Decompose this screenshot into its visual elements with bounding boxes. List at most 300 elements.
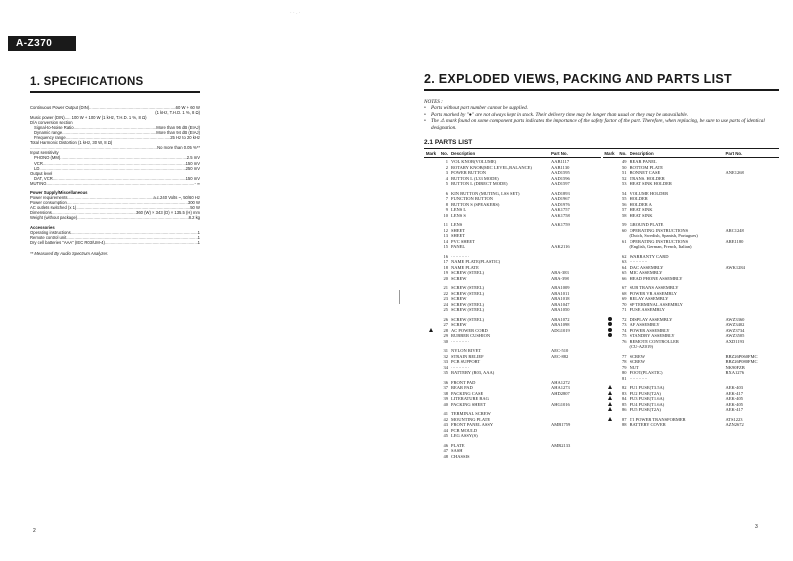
part-number-index: 72 — [622, 316, 627, 322]
part-code: AEK-403 — [725, 385, 743, 391]
spec-value: More than 94 dB (EIAJ) — [156, 129, 200, 135]
part-description: ············ — [629, 375, 648, 381]
part-description: PCB MOULD — [451, 427, 478, 433]
spec-label: PHONO (MM) — [34, 155, 61, 161]
spec-value: 60 W + 60 W — [175, 104, 200, 110]
notes-list — [424, 105, 779, 131]
part-number-index: 84 — [622, 396, 627, 402]
page-number-left: 2 — [33, 528, 36, 534]
part-description: BATTERY COVER — [629, 422, 666, 428]
part-number-index: 52 — [622, 175, 627, 181]
spec-row — [30, 105, 200, 110]
part-description-continued: (Dutch, Swedish, Spanish, Portugues) — [629, 233, 698, 239]
header-mark: Mark — [604, 151, 615, 157]
spec-row — [30, 215, 200, 220]
header-no: No. — [619, 151, 627, 157]
part-code: ABA1098 — [551, 322, 570, 328]
parts-title-rule — [424, 89, 779, 91]
spec-label: Dynamic range — [34, 129, 63, 135]
part-description: DISPLAY ASSEMBLY — [629, 316, 673, 322]
note-text: Parts marked by "●" are not always kept in stock. Their delivery time may be longer than usual or they may be unavailable. — [431, 111, 689, 118]
part-code — [726, 307, 774, 313]
parts-column-1 — [424, 151, 601, 459]
spec-row — [30, 181, 200, 186]
part-description: SP TERMINAL ASSEMBLY — [629, 301, 683, 307]
part-code: ARC1248 — [725, 227, 744, 233]
part-number-index: 80 — [622, 370, 627, 376]
notes-block — [424, 99, 779, 132]
part-code: AWZ3734 — [725, 327, 745, 333]
spec-value: 2.5 mV — [186, 155, 200, 161]
misc-rows — [30, 195, 200, 220]
part-number-index: 19 — [443, 270, 448, 276]
part-mark — [424, 339, 438, 345]
part-description: HEAD PHONE ASSEMBLY — [629, 275, 683, 281]
part-code — [726, 213, 774, 219]
part-mark — [424, 454, 438, 460]
parts-list-title: 2.1 PARTS LIST — [424, 139, 473, 147]
part-number-index: 68 — [622, 290, 627, 296]
part-description: HEAT SINK — [629, 207, 653, 213]
part-number-index: 11 — [443, 222, 448, 228]
part-number-index: 36 — [443, 379, 448, 385]
spec-value: 300 W — [187, 200, 200, 206]
part-number-index: 39 — [443, 396, 448, 402]
specifications-page — [30, 76, 200, 256]
part-description: SASH — [451, 448, 463, 454]
part-code: ABA1009 — [551, 285, 570, 291]
part-description: ROTARY KNOB(MIC LEVEL,BALANCE) — [451, 164, 532, 170]
part-number-index: 10 — [443, 212, 448, 218]
spec-label: Music power (DIN)..... 100 W + 100 W (1 kHz, T.H.D. 1 %, 8 Ω) — [30, 114, 147, 120]
parts-column-2 — [603, 151, 780, 459]
part-number-index: 13 — [443, 233, 448, 239]
parts-row — [603, 276, 780, 282]
part-description: MOUNTING PLATE — [451, 416, 491, 422]
part-description: AF ASSEMBLY — [629, 322, 660, 328]
parts-row — [603, 213, 780, 219]
part-number-index: 29 — [443, 333, 448, 339]
part-number-index: 73 — [622, 322, 627, 328]
part-code: ABA-398 — [551, 275, 569, 281]
spec-label: VCR — [34, 160, 43, 166]
spec-value: 150 mV — [185, 160, 200, 166]
part-number-index: 78 — [622, 359, 627, 365]
part-number-index: 87 — [622, 416, 627, 422]
spec-value: 1 — [197, 239, 200, 245]
part-description: LENS S — [451, 212, 466, 218]
spec-leader — [39, 166, 185, 171]
note-item — [424, 105, 779, 112]
part-description: FRONT PAD — [451, 379, 476, 385]
part-number-index: 20 — [443, 275, 448, 281]
part-number-index: 17 — [443, 259, 448, 265]
spec-label: Remote control unit — [30, 234, 67, 240]
part-code: AAK2116 — [551, 244, 570, 250]
spec-label: Signal-to-Noise Ratio — [34, 124, 74, 130]
spec-label: Input sensitivity — [30, 150, 59, 156]
spec-label: Dimensions — [30, 210, 52, 216]
spec-label: MUTING — [30, 180, 47, 186]
parts-row — [603, 422, 780, 428]
parts-row — [424, 213, 601, 219]
part-code: ADG1019 — [551, 327, 570, 333]
spec-footnote: ** Measured By Audio Spectrum Analyzer. — [30, 250, 109, 256]
spec-label: Power requirements — [30, 195, 68, 201]
part-code — [726, 181, 774, 187]
part-description: TRANS. HOLDER — [629, 175, 665, 181]
part-description: HOLDER — [629, 196, 648, 202]
specifications-title: 1. SPECIFICATIONS — [30, 76, 144, 88]
part-mark — [603, 422, 617, 428]
part-description: BONNET CASE — [629, 170, 661, 176]
spec-label: Power consumption — [30, 200, 67, 206]
part-code: ABA1018 — [551, 296, 570, 302]
header-part-no: Part No. — [551, 151, 568, 157]
part-description: BUTTON S (SPEAKERS) — [451, 201, 500, 207]
part-number-index: 33 — [443, 359, 448, 365]
part-number-index: 71 — [622, 307, 627, 313]
header-mark: Mark — [425, 151, 437, 157]
part-description-continued: (English, German, French, Italian) — [629, 244, 692, 250]
part-code: AEC-510 — [551, 348, 569, 354]
part-mark — [603, 213, 617, 219]
part-description: FU3 FUSE(T1.6A) — [629, 396, 665, 402]
part-number-index: 7 — [445, 196, 448, 202]
part-code: AHA1273 — [551, 385, 570, 391]
part-mark — [424, 244, 438, 250]
part-number-index: 88 — [622, 422, 627, 428]
part-number-index: 75 — [622, 333, 627, 339]
spec-value: More than 96 dB (EIAJ) — [156, 124, 200, 130]
parts-page — [424, 72, 779, 459]
part-description: ············ — [629, 259, 648, 265]
part-number-index: 25 — [443, 307, 448, 313]
safety-warning-icon — [608, 391, 612, 395]
parts-title: 2. EXPLODED VIEWS, PACKING AND PARTS LIST — [424, 72, 732, 86]
part-number-index: 70 — [622, 301, 627, 307]
parts-row — [424, 370, 601, 376]
spec-leader — [47, 181, 195, 186]
bullet-icon: • — [424, 118, 426, 125]
part-description: NAME PLATE(PLASTIC) — [451, 259, 501, 265]
spec-value: 50 W — [190, 205, 200, 211]
part-description: NYLON RIVET — [451, 348, 482, 354]
part-number-index: 65 — [622, 270, 627, 276]
spec-label: Continuous Power Output (DIN) — [30, 104, 90, 110]
part-code: AWK1284 — [725, 264, 745, 270]
spec-leader — [77, 215, 188, 220]
not-in-stock-icon — [608, 317, 612, 321]
part-number-index: 22 — [443, 290, 448, 296]
part-number-index: 66 — [622, 275, 627, 281]
part-description: HOLDER A — [629, 201, 652, 207]
part-description: ············ — [451, 253, 469, 259]
spec-label: Operating instructions — [30, 229, 71, 235]
part-number-index: 58 — [622, 212, 627, 218]
part-number-index: 49 — [622, 159, 627, 165]
part-mark — [424, 276, 438, 282]
part-description: POWER BUTTON — [451, 170, 487, 176]
part-description: FUSE ASSEMBLY — [629, 307, 665, 313]
part-code: AHD2807 — [551, 390, 570, 396]
part-code: ARE1180 — [725, 238, 744, 244]
part-code — [551, 433, 599, 439]
part-code: AXD1193 — [725, 338, 745, 344]
part-code: AWZ3360 — [725, 316, 745, 322]
part-mark — [424, 307, 438, 313]
parts-header-2 — [603, 151, 780, 158]
part-number-index: 38 — [443, 390, 448, 396]
part-number-index: 61 — [622, 238, 627, 244]
accessories-rows — [30, 230, 200, 245]
part-number-index: 85 — [622, 401, 627, 407]
part-code — [551, 339, 599, 345]
part-code: RXA1276 — [725, 370, 745, 376]
spec-value: 8.2 kg — [188, 215, 200, 221]
part-number-index: 6 — [445, 190, 448, 196]
part-description: FU1 FUSE(T3.5A) — [629, 385, 665, 391]
part-code: AWZ3402 — [725, 322, 745, 328]
part-number-index: 40 — [443, 401, 448, 407]
part-code: ATS1223 — [725, 416, 743, 422]
part-description: SCREW (STEEL) — [451, 301, 485, 307]
part-description: LEG ASSY(S) — [451, 433, 478, 439]
parts-header-1 — [424, 151, 601, 158]
spec-label: LD — [34, 165, 40, 171]
not-in-stock-icon — [608, 328, 612, 332]
part-description: REAR PANEL — [629, 159, 657, 165]
part-description: BATTERY (R03, AAA) — [451, 370, 495, 376]
part-mark — [424, 402, 438, 408]
part-code: BBZ26P060FMC — [725, 353, 758, 359]
spec-rows — [30, 105, 200, 187]
part-code: AZN2672 — [725, 422, 744, 428]
part-description: LENS — [451, 222, 463, 228]
safety-warning-icon — [608, 385, 612, 389]
spec-value: No more than 0.05 %** — [157, 145, 200, 151]
part-description: ············ — [451, 364, 469, 370]
part-description: HEAT SINK HOLDER — [629, 181, 672, 187]
part-number-index: 56 — [622, 201, 627, 207]
safety-warning-icon — [608, 396, 612, 400]
part-description: ············ — [451, 338, 469, 344]
part-code: AAD1597 — [551, 181, 570, 187]
part-number-index: 24 — [443, 301, 448, 307]
part-code: AHG1016 — [551, 401, 570, 407]
part-number-index: 32 — [443, 353, 448, 359]
part-code: AAB1130 — [551, 164, 570, 170]
part-number-index: 53 — [622, 181, 627, 187]
spec-label: Dry cell batteries "AAA" (IEC R03/UM-4) — [30, 239, 105, 245]
parts-row — [603, 181, 780, 187]
part-description: RUBBER CUSHION — [451, 333, 491, 339]
part-code — [551, 370, 599, 376]
part-number-index: 12 — [443, 227, 448, 233]
part-number-index: 64 — [622, 264, 627, 270]
part-description: POWER ASSEMBLY — [629, 327, 670, 333]
part-mark — [424, 213, 438, 219]
part-number-index: 23 — [443, 296, 448, 302]
part-number-index: 59 — [622, 222, 627, 228]
part-number-index: 18 — [443, 264, 448, 270]
part-number-index: 3 — [445, 170, 448, 176]
part-description: REMOTE CONTROLLER — [629, 338, 679, 344]
header-no: No. — [440, 151, 448, 157]
header-description: Description — [451, 151, 476, 157]
parts-row — [424, 454, 601, 460]
part-code: ABA1072 — [551, 316, 570, 322]
part-code: ABA1011 — [551, 290, 570, 296]
part-description: REAR PAD — [451, 385, 473, 391]
part-number-index: 21 — [443, 285, 448, 291]
part-code: AEK-405 — [725, 396, 743, 402]
part-number-index: 37 — [443, 385, 448, 391]
part-description: BOTTOM PLATE — [629, 164, 664, 170]
part-description: LITERATURE BAG — [451, 396, 489, 402]
part-description: FU2 FUSE(T2A) — [629, 390, 661, 396]
part-description: SCREW (STEEL) — [451, 285, 485, 291]
part-description: CHASSIS — [451, 453, 470, 459]
header-description: Description — [629, 151, 654, 157]
part-code: AMB1759 — [551, 422, 571, 428]
part-description: KIN BUTTON (MUTING, LSS SET) — [451, 190, 520, 196]
part-number-index: 81 — [622, 375, 627, 381]
part-mark — [603, 407, 617, 413]
bullet-icon: • — [424, 105, 426, 112]
part-description: SCREW (STEEL) — [451, 290, 485, 296]
part-description: T1 POWER TRANSFORMER — [629, 416, 686, 422]
spec-row — [30, 240, 200, 245]
part-description: SCREW — [629, 353, 646, 359]
part-code: AAB1117 — [551, 159, 570, 165]
part-number-index: 47 — [443, 448, 448, 454]
part-number-index: 46 — [443, 442, 448, 448]
part-description: VOL KNOB(VOLUME) — [451, 159, 497, 165]
part-description: DAC ASSEMBLY — [629, 264, 664, 270]
part-number-index: 74 — [622, 327, 627, 333]
part-description: LENS L — [451, 207, 467, 213]
spec-value: 25 Hz to 20 kHz — [170, 135, 200, 141]
spec-row — [30, 166, 200, 171]
part-number-index: 67 — [622, 285, 627, 291]
part-description: AC POWER CORD — [451, 327, 488, 333]
part-description: STRAIN RELIEF — [451, 353, 484, 359]
part-number-index: 48 — [443, 453, 448, 459]
parts-row — [424, 181, 601, 187]
part-mark — [424, 181, 438, 187]
spec-label: AC outlets switched (x 1) — [30, 205, 77, 211]
part-number-index: 5 — [445, 181, 448, 187]
part-code: AAD1967 — [551, 196, 570, 202]
part-number-index: 9 — [445, 207, 448, 213]
part-description: BUTTON L (L33 MODE) — [451, 175, 499, 181]
part-description: SUB TRANS ASSEMBLY — [629, 285, 679, 291]
part-number-index: 16 — [443, 253, 448, 259]
part-number-index: 8 — [445, 201, 448, 207]
parts-row — [603, 407, 780, 413]
part-code: AAD1893 — [551, 190, 570, 196]
part-description: SCREW — [629, 359, 646, 365]
part-description: SHEET — [451, 227, 465, 233]
part-number-index: 86 — [622, 407, 627, 413]
part-code: ANE1268 — [725, 170, 744, 176]
part-description: FU4 FUSE(T1.6A) — [629, 401, 665, 407]
part-number-index: 44 — [443, 427, 448, 433]
part-mark — [603, 376, 617, 382]
spec-label: Frequency range — [34, 135, 66, 141]
part-number-index: 55 — [622, 196, 627, 202]
spec-label: Weight (without package) — [30, 215, 78, 221]
spec-value: 250 mV — [185, 165, 200, 171]
part-code: AMR2133 — [551, 442, 571, 448]
part-mark — [603, 239, 617, 245]
parts-row — [603, 307, 780, 313]
part-description: FUNCTION BUTTON — [451, 196, 494, 202]
part-code: AAK1757 — [551, 207, 570, 213]
page-divider — [399, 290, 400, 304]
part-description: MIC ASSEMBLY — [629, 270, 663, 276]
part-code: AEK-417 — [725, 390, 743, 396]
part-number-index: 4 — [445, 175, 448, 181]
part-mark — [603, 181, 617, 187]
part-description: FRONT PANEL ASSY — [451, 422, 494, 428]
spec-value: 1 — [197, 229, 200, 235]
safety-warning-icon — [608, 402, 612, 406]
part-code — [726, 376, 774, 382]
spec-label: D/A conversion section — [30, 119, 73, 125]
part-description: TERMINAL SCREW — [451, 411, 491, 417]
safety-warning-icon — [608, 417, 612, 421]
part-description: WARRANTY CARD — [629, 253, 669, 259]
part-mark — [603, 307, 617, 313]
part-number-index: 42 — [443, 416, 448, 422]
part-code: AAK1758 — [551, 212, 570, 218]
part-code: AAD1596 — [551, 175, 570, 181]
parts-row — [603, 339, 780, 345]
part-code: AHA1272 — [551, 379, 570, 385]
part-mark — [603, 339, 617, 345]
part-code: AEK-417 — [725, 407, 743, 413]
page-number-right: 3 — [755, 524, 758, 530]
parts-row — [424, 339, 601, 345]
part-description: GROUND PLATE — [629, 222, 664, 228]
part-description: SCREW (STEEL) — [451, 270, 485, 276]
spec-leader — [105, 240, 198, 245]
part-description: PACKING SHEET — [451, 401, 486, 407]
part-description: OPERATING INSTRUCTIONS — [629, 238, 689, 244]
part-number-index: 54 — [622, 190, 627, 196]
part-number-index: 76 — [622, 338, 627, 344]
part-description: PANEL — [451, 244, 466, 250]
parts-row — [424, 307, 601, 313]
spec-value: 1 — [197, 234, 200, 240]
part-code — [551, 454, 599, 460]
part-description: STANDBY ASSEMBLY — [629, 333, 675, 339]
part-description: SCREW (STEEL) — [451, 316, 485, 322]
part-number-index: 1 — [445, 159, 448, 165]
part-number-index: 82 — [622, 385, 627, 391]
part-description-continued: (CU-AZ019) — [629, 344, 653, 350]
spec-value: 360 (W) × 343 (D) × 135.5 (H) mm — [136, 210, 200, 216]
part-number-index: 15 — [443, 244, 448, 250]
part-description: FOOT(PLASTIC) — [629, 370, 663, 376]
part-code: ABA1047 — [551, 301, 570, 307]
part-number-index: 63 — [622, 259, 627, 265]
part-description: SCREW — [451, 322, 467, 328]
part-description: RELAY ASSEMBLY — [629, 296, 669, 302]
part-description: BUTTON L (DIRECT MODE) — [451, 181, 508, 187]
